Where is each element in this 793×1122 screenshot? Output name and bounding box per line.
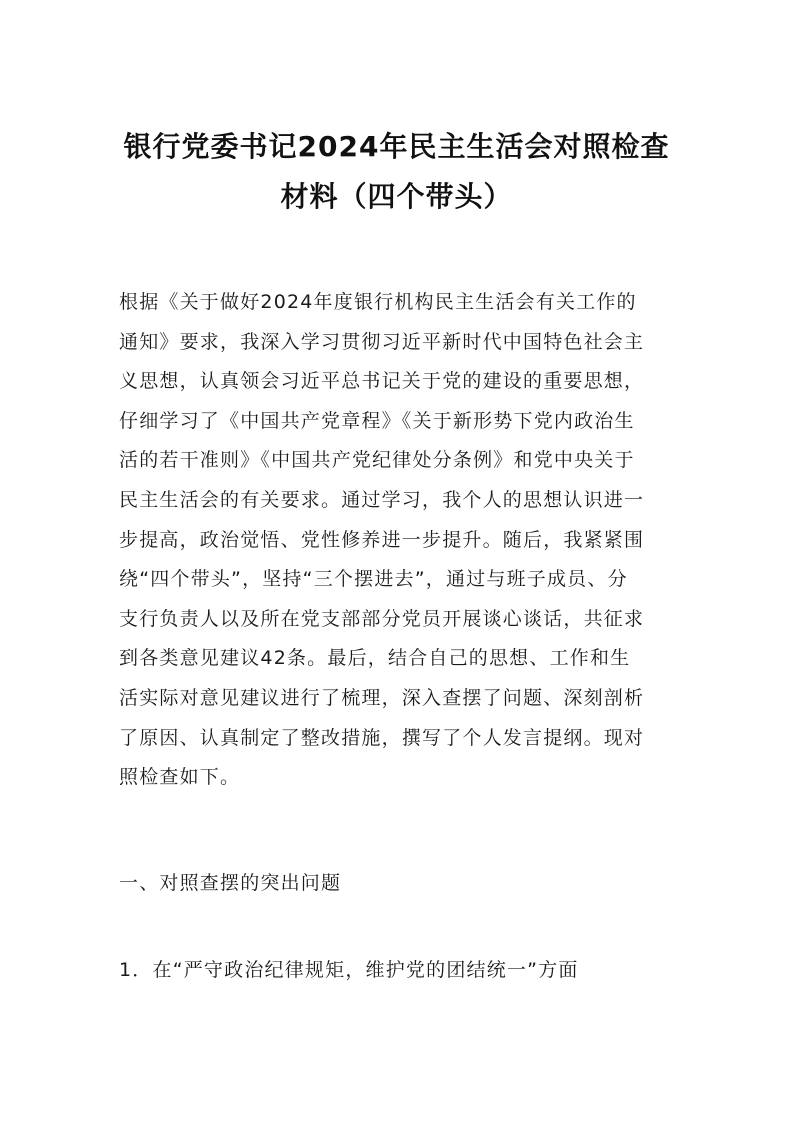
intro-line-1: 根据《关于做好2024年度银行机构民主生活会有关工作的 bbox=[119, 291, 637, 313]
intro-line-7: 步提高，政治觉悟、党性修养进一步提升。随后，我紧紧围 bbox=[119, 528, 645, 551]
intro-line-13: 照检查如下。 bbox=[119, 766, 241, 789]
intro-line-2: 通知》要求，我深入学习贯彻习近平新时代中国特色社会主 bbox=[119, 330, 645, 353]
intro-line-4: 仔细学习了《中国共产党章程》《关于新形势下党内政治生 bbox=[119, 409, 635, 432]
intro-line-11: 活实际对意见建议进行了梳理，深入查摆了问题、深刻剖析 bbox=[119, 686, 645, 709]
intro-line-8: 绕“四个带头”，坚持“三个摆进去”，通过与班子成员、分 bbox=[119, 568, 628, 591]
intro-line-5: 活的若干准则》《中国共产党纪律处分条例》和党中央关于 bbox=[119, 449, 635, 472]
intro-line-12: 了原因、认真制定了整改措施，撰写了个人发言提纲。现对 bbox=[119, 726, 645, 749]
intro-line-3: 义思想，认真领会习近平总书记关于党的建设的重要思想， bbox=[119, 370, 645, 393]
intro-paragraph bbox=[119, 283, 675, 798]
section-heading: 一、对照查摆的突出问题 bbox=[119, 872, 342, 894]
subsection-heading: 1．在“严守政治纪律规矩，维护党的团结统一”方面 bbox=[119, 959, 579, 981]
title-line-1: 银行党委书记2024年民主生活会对照检查 bbox=[123, 130, 670, 163]
intro-line-9: 支行负责人以及所在党支部部分党员开展谈心谈话，共征求 bbox=[119, 607, 645, 630]
title-line-2: 材料（四个带头） bbox=[280, 180, 513, 213]
intro-line-10: 到各类意见建议42条。最后，结合自己的思想、工作和生 bbox=[119, 647, 631, 670]
intro-line-6: 民主生活会的有关要求。通过学习，我个人的思想认识进一 bbox=[119, 488, 645, 511]
document-title bbox=[100, 122, 693, 222]
